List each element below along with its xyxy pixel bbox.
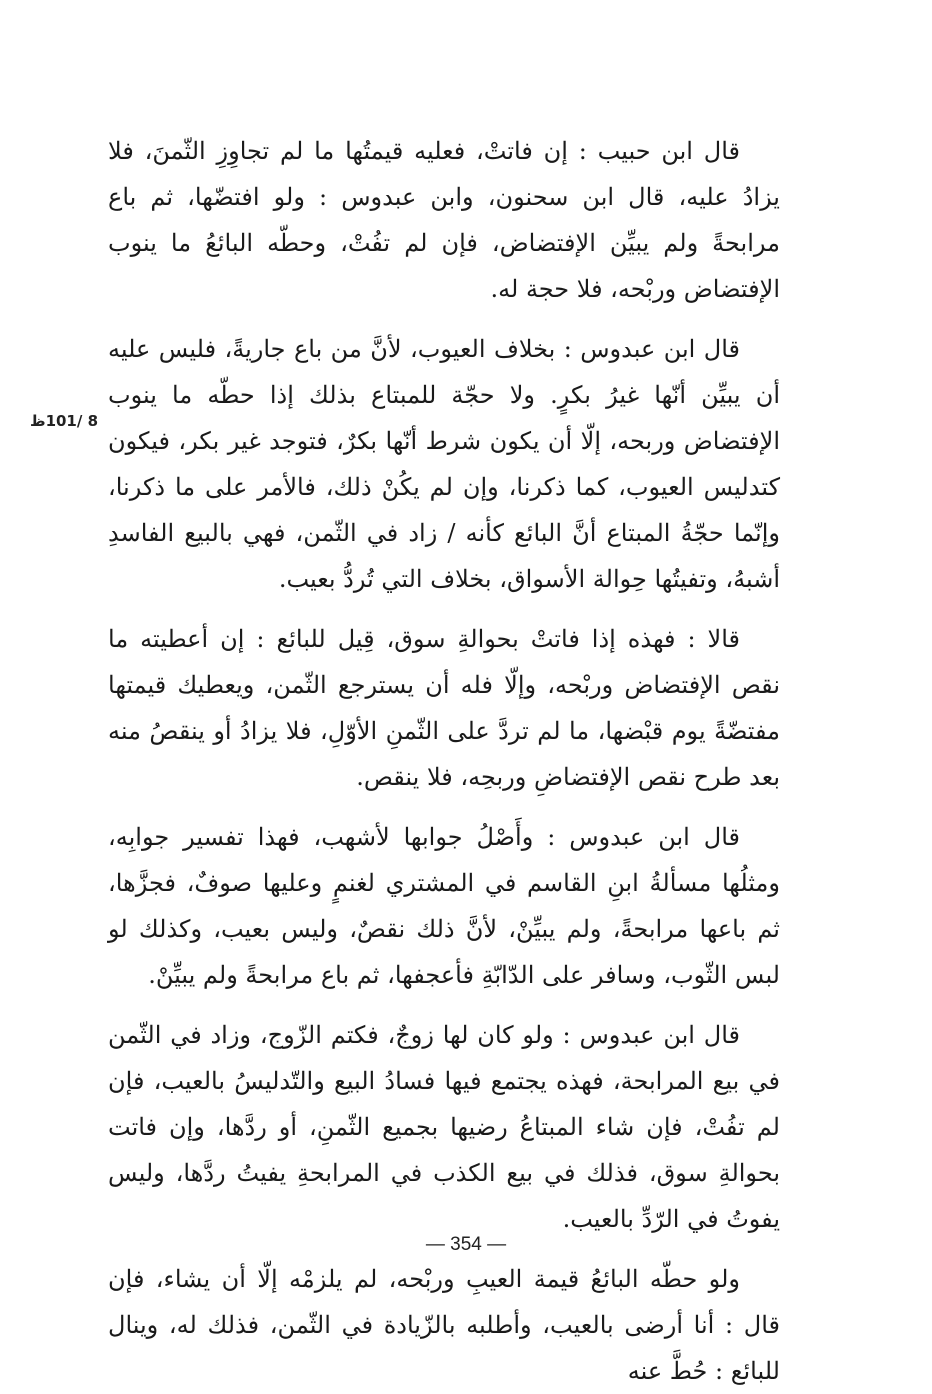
paragraph: قال ابن حبيب : إن فاتتْ، فعليه قيمتُها ما لم تجاوِزِ الثّمنَ، فلا يزادُ عليه، قال ابن سحنون، وابن عبدوس : ولو افتضّها، ثم باع مرابحةً ولم يبيِّن الإفتضاض، فإن لم تفُتْ، وحطّه البائعُ ما ينوب الإفتضاض وربْحه، فلا حجة له. <box>108 137 780 303</box>
body-text <box>108 128 780 1394</box>
margin-folio-note: 8 /101ظ <box>29 412 99 430</box>
paragraph: قال ابن عبدوس : بخلاف العيوب، لأنَّ من باع جاريةً، فليس عليه أن يبيِّن أنّها غيرُ بكرٍ. ولا حجّة للمبتاع بذلك إذا حطّه ما ينوب الإفتضاض وربحه، إلّا أن يكون شرط أنّها بكرٌ، فتوجد غير بكر، فيكون كتدليس العيوب، كما ذكرنا، وإن لم يكُنْ ذلك، فالأمر على ما ذكرنا، وإنّما حجّةُ المبتاع أنَّ البائع كأنه / زاد في الثّمن، فهي بالبيع الفاسدِ أشبهُ، وتفيتُها حِوالة الأسواق، بخلاف التي تُردُّ بعيب. <box>108 335 780 593</box>
paragraph: قال ابن عبدوس : وأَصْلُ جوابها لأشهب، فهذا تفسير جوابِه، ومثلُها مسألةُ ابنِ القاسم في المشتري لغنمٍ وعليها صوفٌ، فجزَّها، ثم باعها مرابحةً، ولم يبيِّنْ، لأنَّ ذلك نقصٌ، وليس بعيب، وكذلك لو لبس الثّوب، وسافر على الدّابّةِ فأعجفها، ثم باع مرابحةً ولم يبيِّنْ. <box>108 823 780 989</box>
paragraph: قال ابن عبدوس : ولو كان لها زوجٌ، فكتم الزّوج، وزاد في الثّمن في بيع المرابحة، فهذه يجتمع فيها فسادُ البيع والتّدليسُ بالعيب، فإن لم تفُتْ، فإن شاء المبتاعُ رضيها بجميع الثّمنِ، أو ردَّها، وإن فاتت بحوالةِ سوق، فذلك في بيع الكذب في المرابحةِ يفيتُ ردَّها، وليس يفوتُ في الرّدِّ بالعيب. <box>108 1021 780 1233</box>
page-number: — 354 — <box>425 1234 507 1255</box>
paragraph: قالا : فهذه إذا فاتتْ بحوالةِ سوق، قِيل للبائع : إن أعطيته ما نقص الإفتضاض وربْحه، وإلّا فله أن يسترجع الثّمن، ويعطيك قيمتها مفتضّةً يوم قبْضها، ما لم تردَّ على الثّمنِ الأوّلِ، فلا يزادُ أو ينقصُ منه بعد طرح نقص الإفتضاضِ وربحِه، فلا ينقص. <box>108 625 780 791</box>
paragraph: ولو حطّه البائعُ قيمة العيبِ وربْحه، لم يلزمْه إلّا أن يشاء، فإن قال : أنا أرضى بالعيب، وأطلبه بالزّيادة في الثّمن، فذلك له، وينال للبائع : حُطَّ عنه <box>108 1265 780 1385</box>
